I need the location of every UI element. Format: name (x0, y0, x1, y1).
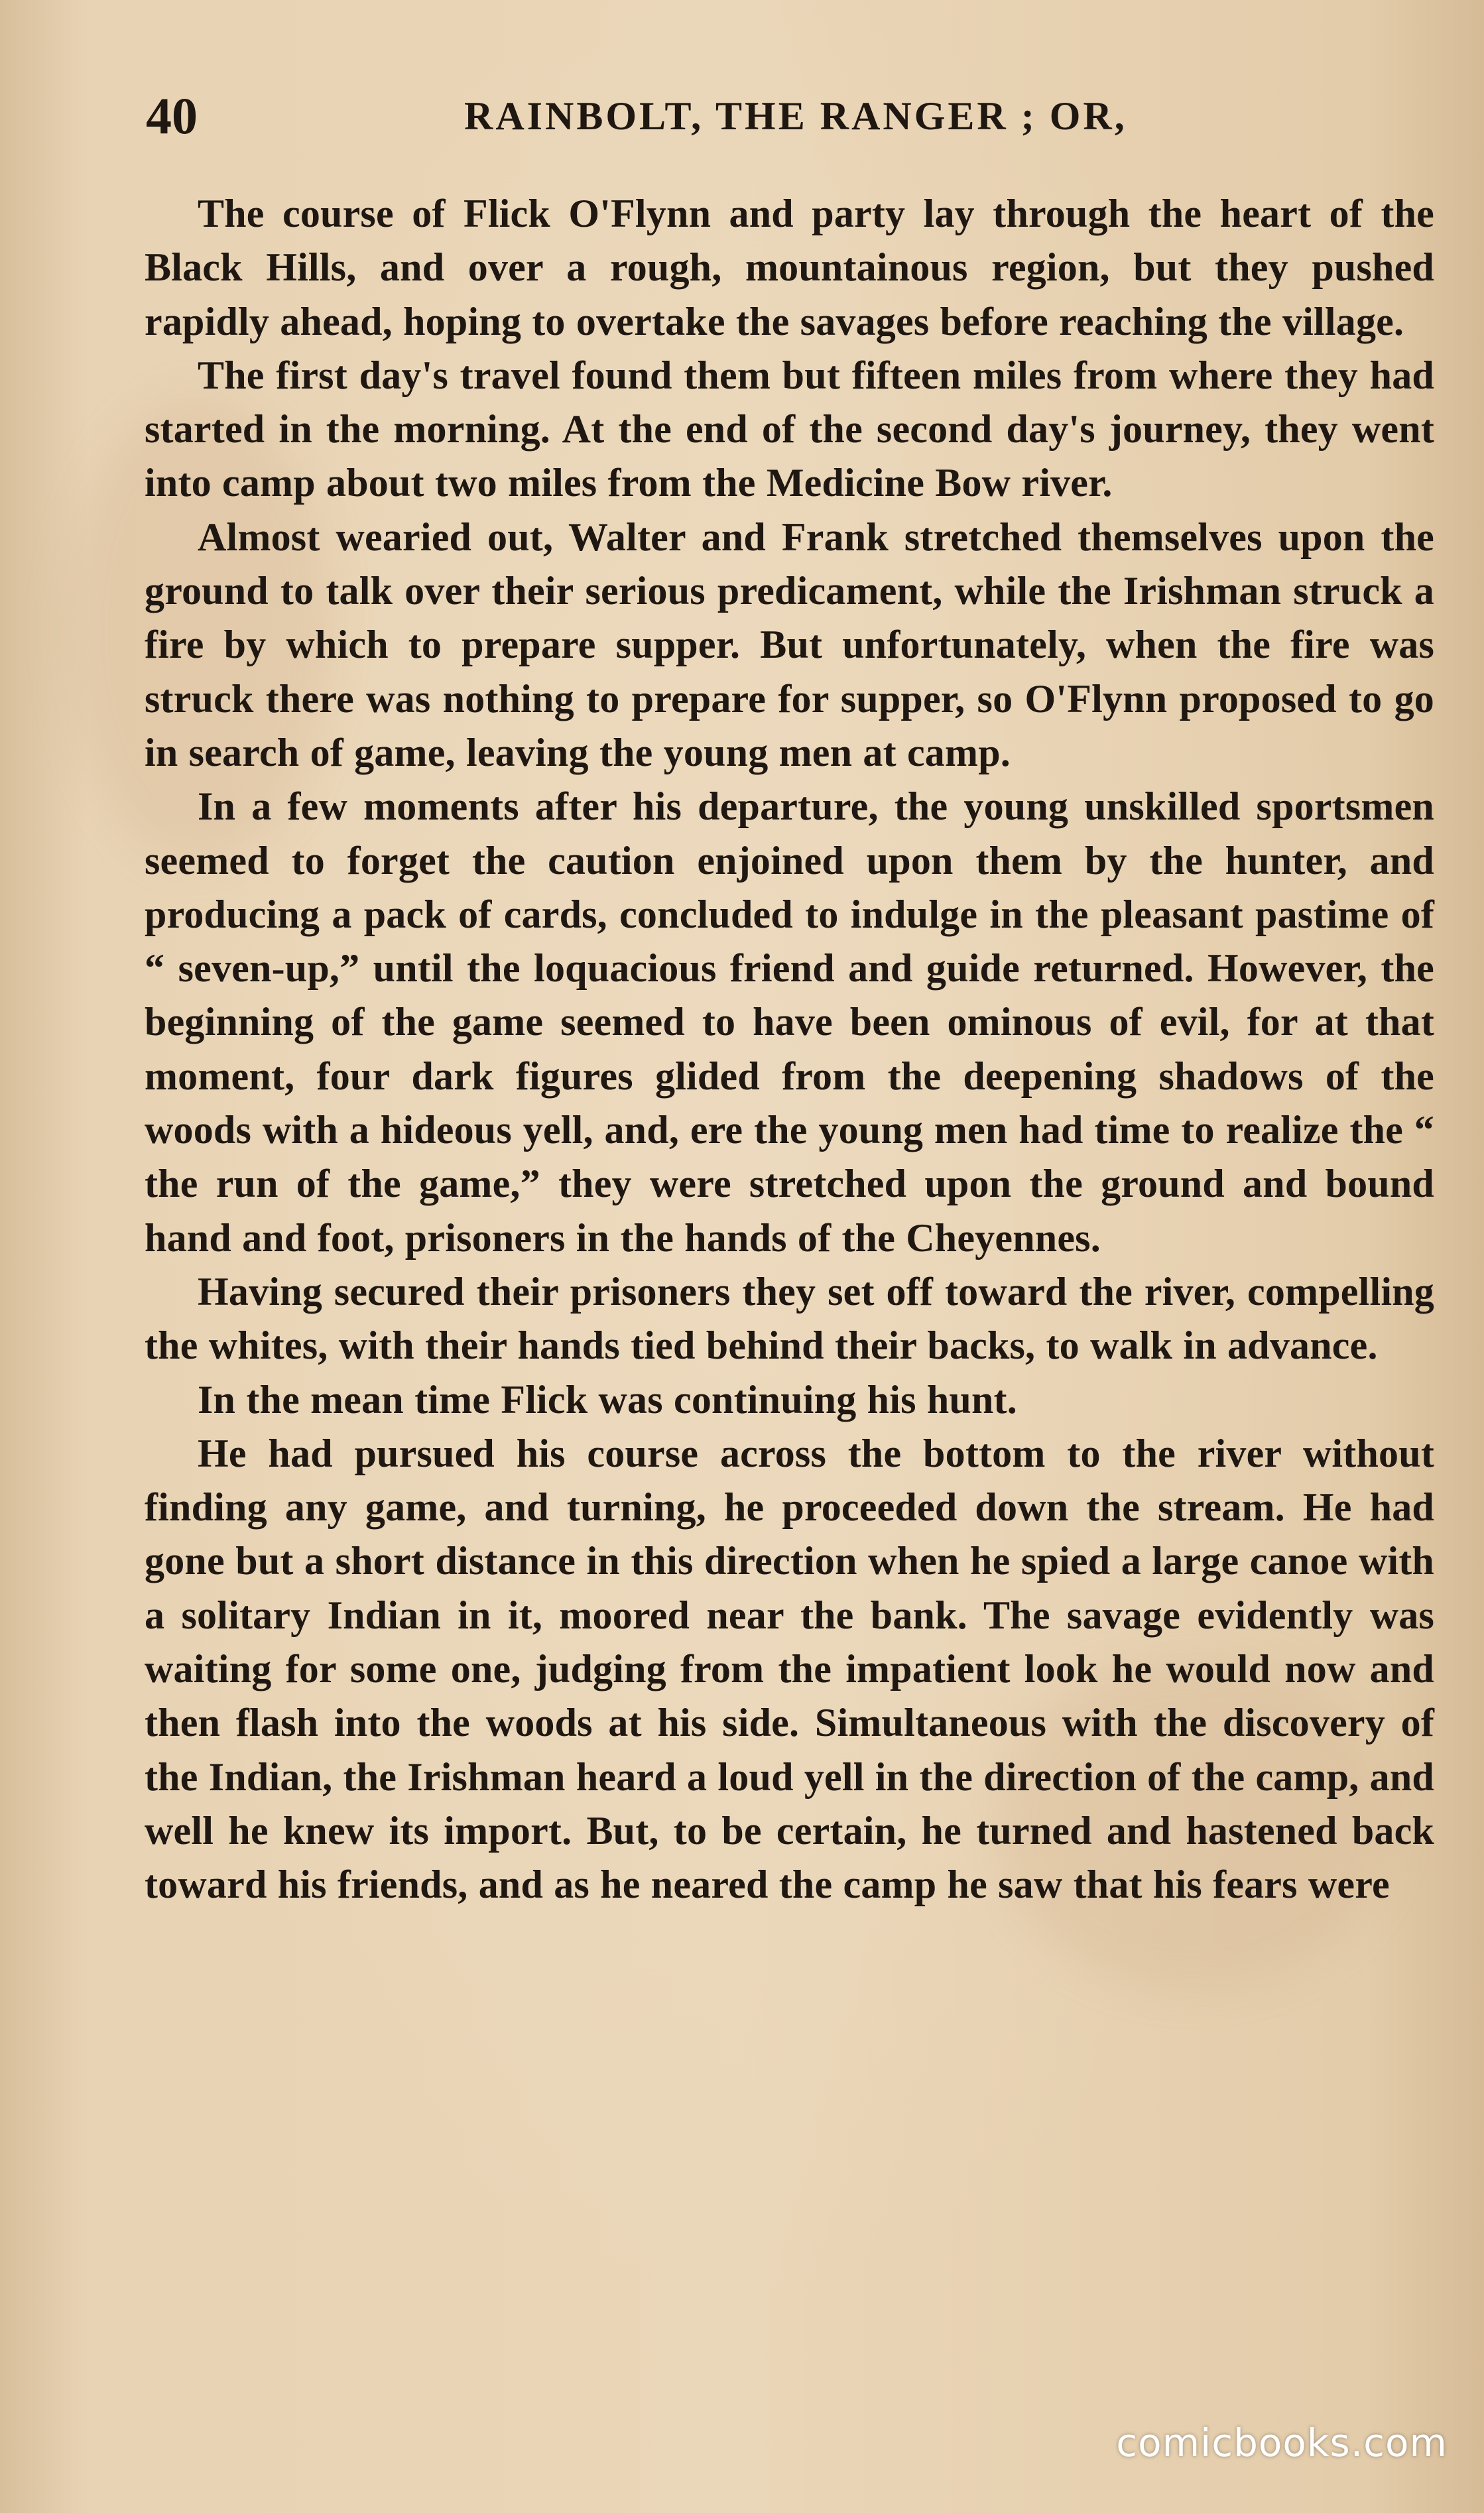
page-header (146, 80, 1432, 153)
running-head: RAINBOLT, THE RANGER ; OR, (464, 94, 1127, 138)
paragraph: In the mean time Flick was continuing his hunt. (198, 1377, 1017, 1422)
paragraph: Having secured their prisoners they set off toward the river, compelling the whites, with their hands tied behind their backs, to walk in advance. (145, 1269, 1434, 1368)
site-watermark: comicbooks.com (1116, 2420, 1448, 2465)
page-number: 40 (146, 87, 198, 145)
paragraph: In a few moments after his departure, the young unskilled sportsmen seemed to forget the caution enjoined upon them by the hunter, and producing a pack of cards, concluded to indulge in the pleasant pastime of “ seven-up,” until the loquacious friend and guide returned. However, the beginning of the game seemed to have been ominous of evil, for at that moment, four dark figures glided from the deepening shadows of the woods with a hideous yell, and, ere the young men had time to realize the “ the run of the game,” they were stretched upon the ground and bound hand and foot, prisoners in the hands of the Cheyennes. (145, 784, 1434, 1260)
paragraph: Almost wearied out, Walter and Frank stretched themselves upon the ground to talk over their serious predicament, while the Irishman struck a fire by which to prepare supper. But unfortunately, when the fire was struck there was nothing to prepare for supper, so O'Flynn proposed to go in search of game, leaving the young men at camp. (145, 515, 1434, 774)
paragraph: He had pursued his course across the bottom to the river without finding any game, and turning, he proceeded down the stream. He had gone but a short distance in this direction when he spied a large canoe with a solitary Indian in it, moored near the bank. The savage evidently was waiting for some one, judging from the impatient look he would now and then flash into the woods at his side. Simultaneous with the discovery of the Indian, the Irishman heard a loud yell in the direction of the camp, and well he knew its import. But, to be certain, he turned and hastened back toward his friends, and as he neared the camp he saw that his fears were (145, 1431, 1434, 1907)
paragraph: The course of Flick O'Flynn and party lay through the heart of the Black Hills, and over a rough, mountainous region, but they pushed rapidly ahead, hoping to overtake the savages before reaching the village. (145, 192, 1434, 343)
body-text (145, 187, 1434, 1912)
paragraph: The first day's travel found them but fifteen miles from where they had started in the morning. At the end of the second day's journey, they went into camp about two miles from the Medicine Bow river. (145, 353, 1434, 505)
